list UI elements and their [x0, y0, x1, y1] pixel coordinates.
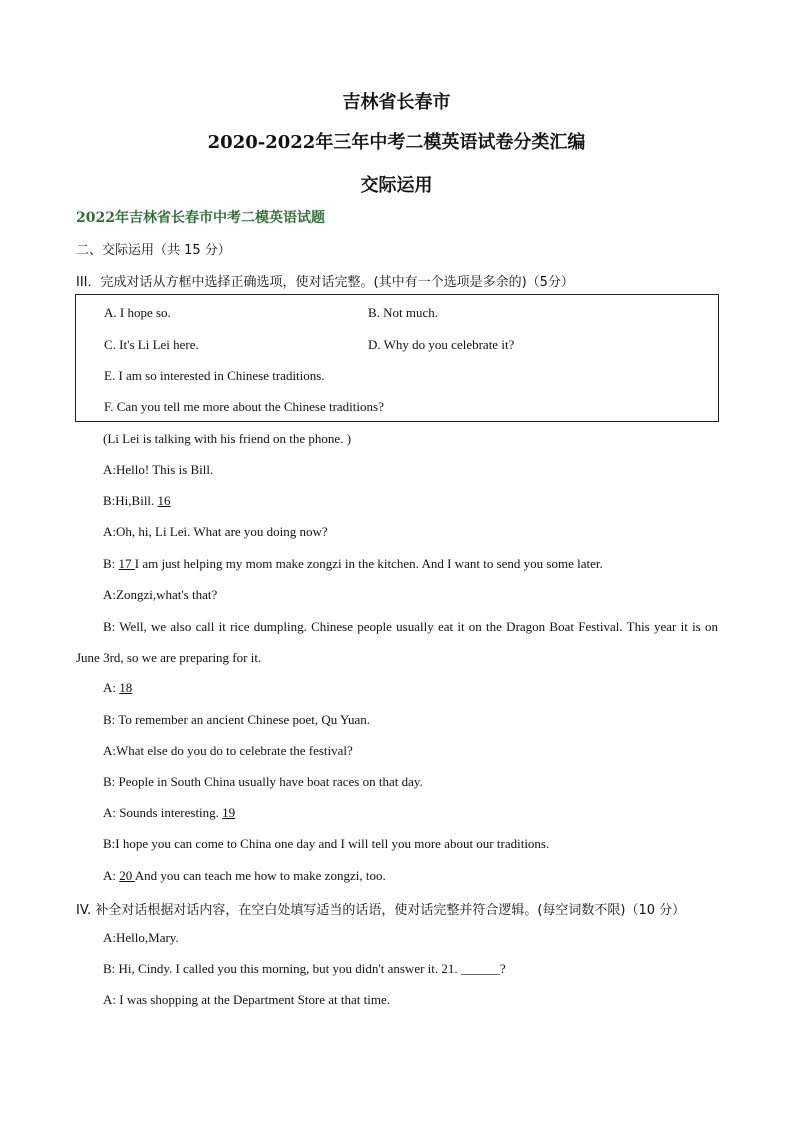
question-3-instruction: III．完成对话从方框中选择正确选项，使对话完整。(其中有一个选项是多余的)（5分） [76, 275, 574, 290]
dialog-intro: (Li Lei is talking with his friend on the phone. ) [103, 431, 352, 446]
dialog-line: A:Hello! This is Bill. [103, 462, 214, 477]
dialog-line [103, 493, 171, 509]
dialog-speaker-text: A: [103, 868, 120, 883]
dialog-line [103, 680, 132, 696]
dialog-line: B: Hi, Cindy. I called you this morning, but you didn't answer it. 21. ______? [103, 961, 506, 976]
option-a: A. I hope so. [104, 305, 171, 320]
dialog-line: A:Oh, hi, Li Lei. What are you doing now? [103, 524, 328, 539]
option-b: B. Not much. [368, 305, 439, 320]
dialog-line [103, 805, 235, 821]
blank-17: 17 [118, 556, 135, 571]
dialog-line [103, 868, 386, 884]
dialog-paragraph: B: Well, we also call it rice dumpling. Chinese people usually eat it on the Dragon Boat Festival. This year it is on June 3rd, so we are preparing for it. [76, 619, 718, 665]
option-c: C. It's Li Lei here. [104, 337, 199, 352]
dialog-line: B: To remember an ancient Chinese poet, Qu Yuan. [103, 712, 370, 727]
dialog-text: And you can teach me how to make zongzi, too. [134, 868, 386, 883]
options-box [75, 294, 719, 422]
dialog-line: B:I hope you can come to China one day and I will tell you more about our traditions. [103, 836, 550, 851]
dialog-line: B: People in South China usually have boat races on that day. [103, 774, 423, 789]
blank-16: 16 [157, 493, 171, 508]
exam-heading: 2022年吉林省长春市中考二模英语试题 [76, 210, 325, 226]
dialog-line: A:Zongzi,what's that? [103, 587, 218, 602]
option-e: E. I am so interested in Chinese traditions. [104, 368, 325, 383]
question-4-instruction: IV. 补全对话根据对话内容，在空白处填写适当的话语，使对话完整并符合逻辑。(每空词数不限)（10 分） [76, 903, 686, 918]
option-f: F. Can you tell me more about the Chinese traditions? [104, 399, 384, 414]
dialog-speaker-text: B: [103, 556, 119, 571]
blank-18: 18 [119, 680, 133, 695]
title-collection: 2020-2022年三年中考二模英语试卷分类汇编 [207, 132, 586, 153]
dialog-speaker-text: B:Hi,Bill. [103, 493, 158, 508]
dialog-text: I am just helping my mom make zongzi in the kitchen. And I want to send you some later. [134, 556, 603, 571]
option-d: D. Why do you celebrate it? [368, 337, 515, 352]
title-province-city: 吉林省长春市 [342, 92, 451, 113]
dialog-line [103, 556, 603, 572]
title-topic: 交际运用 [360, 175, 433, 196]
blank-19: 19 [222, 805, 236, 820]
part-heading: 二、交际运用（共 15 分） [76, 243, 231, 258]
blank-20: 20 [119, 868, 135, 883]
dialog-line: A:What else do you do to celebrate the festival? [103, 743, 353, 758]
dialog-speaker-text: A: [103, 680, 120, 695]
dialog-line: A:Hello,Mary. [103, 930, 179, 945]
dialog-line: A: I was shopping at the Department Store at that time. [103, 992, 391, 1007]
dialog-speaker-text: A: Sounds interesting. [103, 805, 223, 820]
